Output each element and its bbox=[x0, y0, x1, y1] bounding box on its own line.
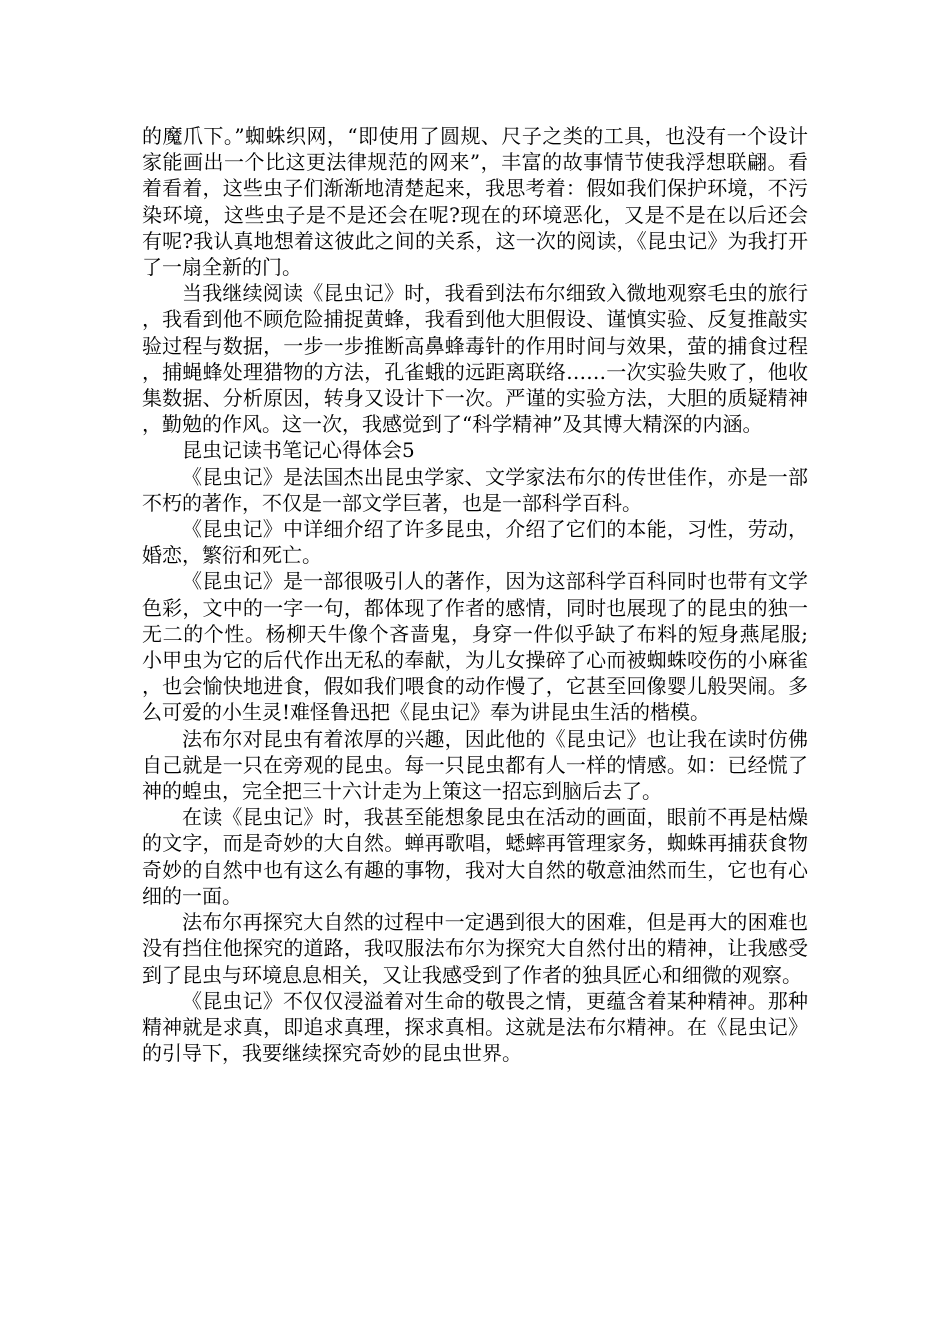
paragraph: 当我继续阅读《昆虫记》时，我看到法布尔细致入微地观察毛虫的旅行，我看到他不顾危险捕捉黄蜂，我看到他大胆假设、谨慎实验、反复推敲实验过程与数据，一步一步推断高鼻蜂毒针的作用时间与效果，萤的捕食过程，捕蝇蜂处理猎物的方法，孔雀蛾的远距离联络……一次实验失败了，他收集数据、分析原因，转身又设计下一次。严谨的实验方法，大胆的质疑精神，勤勉的作风。这一次，我感觉到了“科学精神”及其博大精深的内涵。 bbox=[142, 281, 808, 437]
paragraph-continued: 的魔爪下。”蜘蛛织网，“即使用了圆规、尺子之类的工具，也没有一个设计家能画出一个比这更法律规范的网来”，丰富的故事情节使我浮想联翩。看着看着，这些虫子们渐渐地清楚起来，我思考着：假如我们保护环境，不污染环境，这些虫子是不是还会在呢?现在的环境恶化，又是不是在以后还会有呢?我认真地想着这彼此之间的关系，这一次的阅读，《昆虫记》为我打开了一扇全新的门。 bbox=[142, 124, 808, 280]
paragraph: 法布尔再探究大自然的过程中一定遇到很大的困难，但是再大的困难也没有挡住他探究的道路，我叹服法布尔为探究大自然付出的精神，让我感受到了昆虫与环境息息相关，又让我感受到了作者的独具匠心和细微的观察。 bbox=[142, 910, 808, 987]
section-heading: 昆虫记读书笔记心得体会5 bbox=[182, 438, 415, 463]
paragraph: 法布尔对昆虫有着浓厚的兴趣，因此他的《昆虫记》也让我在读时仿佛自己就是一只在旁观的昆虫。每一只昆虫都有人一样的情感。如：已经慌了神的蝗虫，完全把三十六计走为上策这一招忘到脑后去了。 bbox=[142, 726, 808, 804]
paragraph: 《昆虫记》是法国杰出昆虫学家、文学家法布尔的传世佳作，亦是一部不朽的著作，不仅是一部文学巨著，也是一部科学百科。 bbox=[142, 464, 808, 515]
paragraph: 《昆虫记》是一部很吸引人的著作，因为这部科学百科同时也带有文学色彩，文中的一字一句，都体现了作者的感情，同时也展现了的昆虫的独一无二的个性。杨柳天牛像个吝啬鬼，身穿一件似乎缺了布料的短身燕尾服;小甲虫为它的后代作出无私的奉献，为儿女操碎了心而被蜘蛛咬伤的小麻雀，也会愉快地进食，假如我们喂食的动作慢了，它甚至回像婴儿般哭闹。多么可爱的小生灵!难怪鲁迅把《昆虫记》奉为讲昆虫生活的楷模。 bbox=[142, 569, 808, 725]
paragraph: 在读《昆虫记》时，我甚至能想象昆虫在活动的画面，眼前不再是枯燥的文字，而是奇妙的大自然。蝉再歌唱，蟋蟀再管理家务，蜘蛛再捕获食物奇妙的自然中也有这么有趣的事物，我对大自然的敬意油然而生，它也有心细的一面。 bbox=[142, 805, 808, 908]
paragraph: 《昆虫记》不仅仅浸溢着对生命的敬畏之情，更蕴含着某种精神。那种精神就是求真，即追求真理，探求真相。这就是法布尔精神。在《昆虫记》的引导下，我要继续探究奇妙的昆虫世界。 bbox=[142, 988, 808, 1066]
document-body bbox=[142, 123, 808, 1066]
paragraph: 《昆虫记》中详细介绍了许多昆虫，介绍了它们的本能，习性，劳动，婚恋，繁衍和死亡。 bbox=[142, 517, 808, 568]
